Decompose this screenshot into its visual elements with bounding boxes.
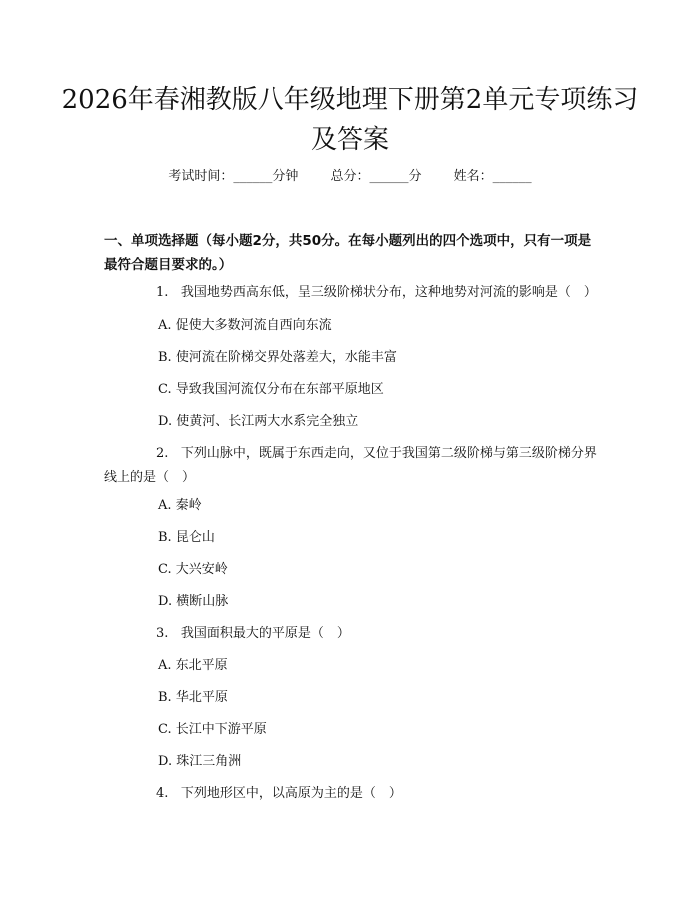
question-2-stem bbox=[104, 442, 604, 490]
total-score-label: 总分：______分 bbox=[330, 169, 422, 184]
question-text: 我国面积最大的平原是（ ） bbox=[180, 626, 350, 641]
question-1-stem bbox=[104, 281, 604, 305]
question-number: 1. bbox=[156, 285, 169, 300]
question-number: 3. bbox=[156, 626, 169, 641]
question-number: 2. bbox=[156, 446, 169, 461]
question-4-stem bbox=[104, 782, 604, 806]
question-1-option-c: C. 导致我国河流仅分布在东部平原地区 bbox=[158, 382, 384, 397]
question-text: 下列地形区中，以高原为主的是（ ） bbox=[180, 786, 402, 801]
question-3-option-b: B. 华北平原 bbox=[158, 690, 228, 705]
exam-meta bbox=[0, 167, 700, 187]
question-2-option-a: A. 秦岭 bbox=[158, 498, 202, 513]
question-text: 下列山脉中，既属于东西走向，又位于我国第二级阶梯与第三级阶梯分界线上的是（ ） bbox=[104, 446, 597, 485]
question-3-option-d: D. 珠江三角洲 bbox=[158, 754, 242, 769]
question-2-option-c: C. 大兴安岭 bbox=[158, 562, 228, 577]
section-heading: 一、单项选择题（每小题2分，共50分。在每小题列出的四个选项中，只有一项是最符合题目要求的。） bbox=[104, 233, 592, 273]
page-title: 2026年春湘教版八年级地理下册第2单元专项练习及答案 bbox=[61, 85, 639, 155]
question-2-option-d: D. 横断山脉 bbox=[158, 594, 229, 609]
question-3-stem bbox=[104, 622, 604, 646]
question-text: 我国地势西高东低，呈三级阶梯状分布，这种地势对河流的影响是（ ） bbox=[180, 285, 597, 300]
question-2-option-b: B. 昆仑山 bbox=[158, 530, 215, 545]
question-3-option-c: C. 长江中下游平原 bbox=[158, 722, 267, 737]
question-1-option-a: A. 促使大多数河流自西向东流 bbox=[158, 318, 332, 333]
exam-time-label: 考试时间：______分钟 bbox=[168, 169, 299, 184]
question-1-option-d: D. 使黄河、长江两大水系完全独立 bbox=[158, 414, 359, 429]
question-1-option-b: B. 使河流在阶梯交界处落差大，水能丰富 bbox=[158, 350, 397, 365]
question-number: 4. bbox=[156, 786, 169, 801]
question-3-option-a: A. 东北平原 bbox=[158, 658, 228, 673]
student-name-label: 姓名：______ bbox=[453, 169, 532, 184]
